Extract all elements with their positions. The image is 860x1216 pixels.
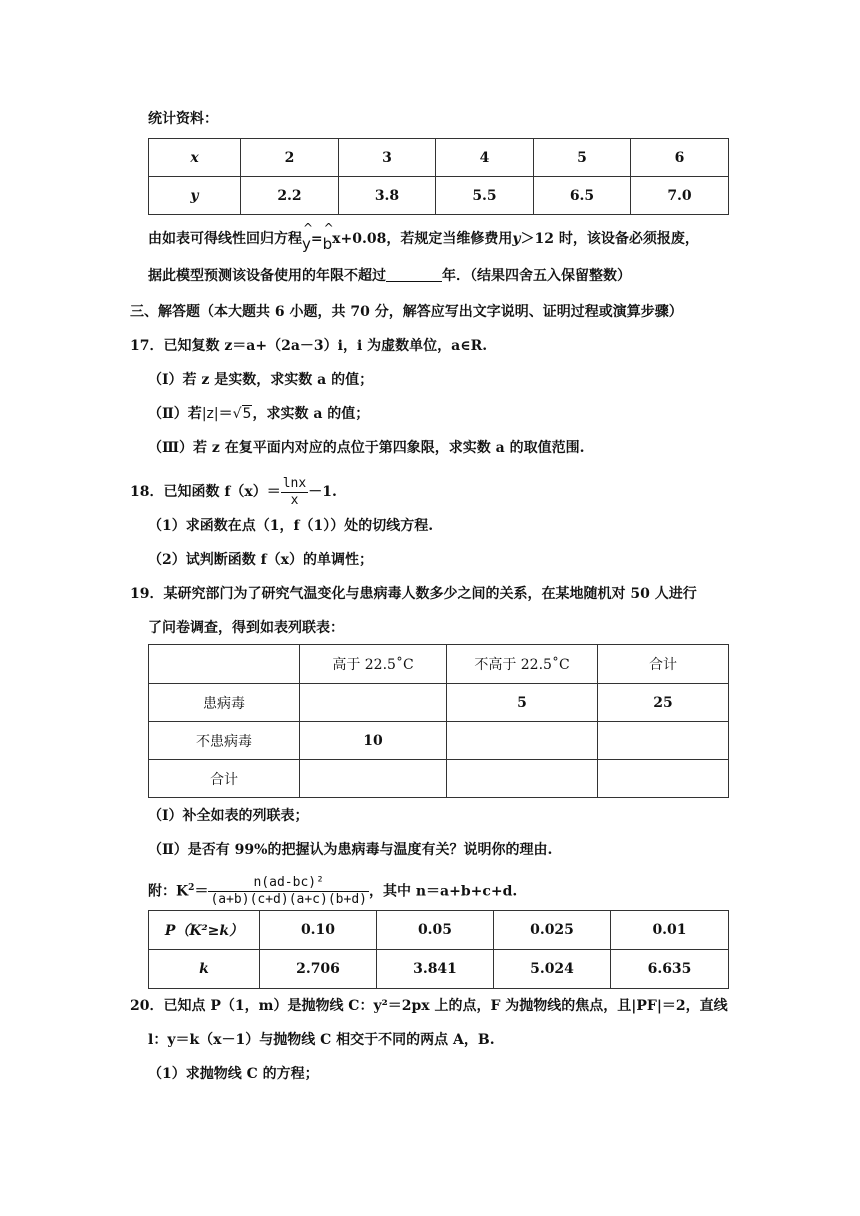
table-cell [598, 722, 729, 760]
fraction-denominator: x [281, 492, 308, 509]
y-hat-symbol: ^ y [302, 234, 311, 254]
table-cell: 25 [598, 684, 729, 722]
q20-line2: l：y＝k（x－1）与抛物线 C 相交于不同的两点 A，B. [148, 1032, 495, 1048]
table-row [149, 722, 729, 760]
table-cell: 合计 [149, 760, 300, 798]
fraction-numerator: lnx [282, 475, 307, 491]
contingency-table [148, 644, 729, 798]
text: ＝ [218, 406, 233, 422]
radicand: 5 [242, 406, 252, 422]
table-cell: x [149, 139, 241, 177]
regression-table [148, 138, 729, 215]
table-cell [447, 760, 598, 798]
q18-head [130, 472, 337, 512]
table-cell: 高于 22.5˚C [300, 645, 447, 684]
text: －1. [308, 484, 337, 500]
sqrt-sign: √ [232, 406, 242, 422]
fraction-denominator: (a+b)(c+d)(a+c)(b+d) [210, 892, 367, 908]
table-cell: 合计 [598, 645, 729, 684]
fraction [281, 476, 308, 509]
q18-part2: （2）试判断函数 f（x）的单调性； [148, 552, 373, 568]
text: = [310, 231, 323, 247]
text: ＞12 时，该设备必须报废， [520, 231, 699, 247]
table-cell [598, 760, 729, 798]
table-cell: 5 [534, 139, 631, 177]
table-cell: 5.024 [494, 950, 611, 989]
table-cell: 7.0 [631, 177, 729, 215]
table-cell [149, 645, 300, 684]
text: x+0.08，若规定当维修费用 [332, 231, 513, 247]
section-heading: 三、解答题（本大题共 6 小题，共 70 分，解答应写出文字说明、证明过程或演算步骤） [130, 304, 683, 320]
q20-line1: 20．已知点 P（1，m）是抛物线 C：y²＝2px 上的点，F 为抛物线的焦点，且|PF|＝2，直线 [130, 998, 728, 1014]
text: 据此模型预测该设备使用的年限不超过 [148, 268, 386, 284]
table-cell: P（K²≥k） [149, 911, 260, 950]
q17-part1: （Ⅰ）若 z 是实数，求实数 a 的值； [148, 372, 374, 388]
table-cell: 2.706 [260, 950, 377, 989]
table-cell: 10 [300, 722, 447, 760]
table-cell [300, 760, 447, 798]
q20-part1: （1）求抛物线 C 的方程； [148, 1066, 319, 1082]
answer-blank [386, 267, 442, 282]
table-cell: 患病毒 [149, 684, 300, 722]
table-cell: 2.2 [241, 177, 339, 215]
table-row [149, 950, 729, 989]
table-cell: 0.05 [377, 911, 494, 950]
fraction-numerator: n(ad-bc)² [253, 875, 324, 891]
q17-part3: （Ⅲ）若 z 在复平面内对应的点位于第四象限，求实数 a 的取值范围. [148, 440, 585, 456]
table-row [149, 177, 729, 215]
table-cell: 2 [241, 139, 339, 177]
q19-head-line2: 了问卷调查，得到如表列联表： [148, 620, 344, 636]
table-cell: y [149, 177, 241, 215]
q17-head: 17．已知复数 z＝a+（2a－3）i，i 为虚数单位，a∈R. [130, 338, 488, 354]
table-cell: 3.8 [339, 177, 436, 215]
q16-line2 [148, 266, 631, 286]
table-cell [300, 684, 447, 722]
abs-z: |z| [201, 406, 219, 422]
table-cell [447, 722, 598, 760]
table-row [149, 760, 729, 798]
q19-part2: （Ⅱ）是否有 99%的把握认为患病毒与温度有关？说明你的理由. [148, 842, 553, 858]
table-row [149, 911, 729, 950]
q19-formula [148, 868, 517, 912]
text: 18．已知函数 f（x）＝ [130, 484, 281, 500]
table-row [149, 139, 729, 177]
q16-line1 [148, 228, 699, 253]
table-cell: 0.025 [494, 911, 611, 950]
table-cell: 不高于 22.5˚C [447, 645, 598, 684]
text: 附：K [148, 883, 189, 900]
text: y [512, 231, 521, 247]
table-cell: 0.10 [260, 911, 377, 950]
q17-part2 [148, 404, 369, 424]
table-cell: 5.5 [436, 177, 534, 215]
text: ，其中 n＝a+b+c+d. [368, 883, 518, 900]
table-cell: 0.01 [611, 911, 729, 950]
text: （Ⅱ）若 [148, 406, 202, 422]
q18-part1: （1）求函数在点（1，f（1））处的切线方程. [148, 518, 434, 534]
text: 年．（结果四舍五入保留整数） [442, 268, 631, 284]
table-row [149, 684, 729, 722]
table-cell: 4 [436, 139, 534, 177]
table-cell: 6 [631, 139, 729, 177]
table-cell: 3 [339, 139, 436, 177]
q19-head-line1: 19．某研究部门为了研究气温变化与患病毒人数多少之间的关系，在某地随机对 50 人进行 [130, 586, 697, 602]
stat-label: 统计资料： [148, 111, 218, 127]
sqrt-symbol [233, 405, 253, 422]
table-cell: 6.5 [534, 177, 631, 215]
text: ，求实数 a 的值； [252, 406, 370, 422]
table-cell: 不患病毒 [149, 722, 300, 760]
table-cell: 3.841 [377, 950, 494, 989]
superscript: 2 [188, 883, 195, 893]
critical-value-table [148, 910, 729, 989]
q19-part1: （Ⅰ）补全如表的列联表； [148, 808, 309, 824]
table-row [149, 645, 729, 684]
fraction [208, 875, 369, 908]
table-cell: k [149, 950, 260, 989]
text: ＝ [194, 883, 209, 900]
text: 由如表可得线性回归方程 [148, 231, 302, 247]
table-cell: 5 [447, 684, 598, 722]
b-hat-symbol: ^ b [323, 234, 333, 254]
table-cell: 6.635 [611, 950, 729, 989]
